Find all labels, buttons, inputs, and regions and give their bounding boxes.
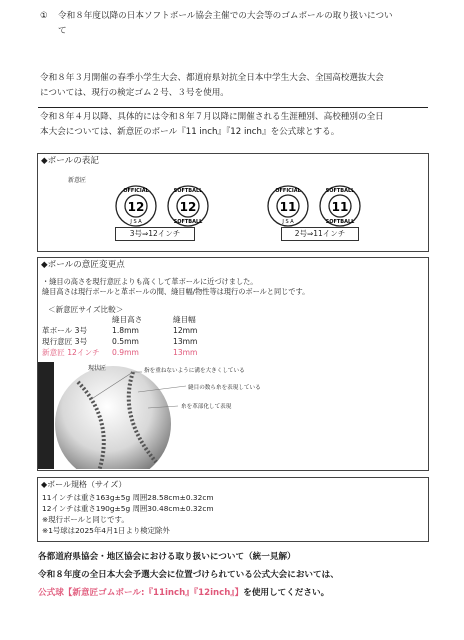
- size-row-height-new: 0.9mm: [112, 348, 139, 357]
- size-row-label-new: 新意匠 12インチ: [42, 348, 100, 357]
- size-row-width-new: 13mm: [173, 348, 198, 357]
- paragraph2-line2: 本大会については、新意匠のボール『11 inch』『12 inch』を公式球とする。: [40, 127, 340, 137]
- spec-title: ◆ボール規格（サイズ）: [41, 480, 127, 489]
- stamp-number: 11: [279, 200, 297, 214]
- official-ball-highlight: 公式球【新意匠ゴムボール:『11inch』『12inch』】: [38, 588, 244, 598]
- ball-photo: [38, 362, 278, 469]
- spec-line4: ※1号球は2025年4月1日より検定除外: [42, 526, 170, 535]
- right-caption: 2号⇒11インチ: [281, 227, 359, 241]
- paragraph1-line1: 令和８年３月開催の春季小学生大会、都道府県対抗全日本中学生大会、全国高校選抜大会: [40, 73, 384, 83]
- spec-line3: ※現行ボールと同じです。: [42, 515, 129, 524]
- official-stamp-11-icon: [268, 186, 308, 226]
- stamp-number: 12: [127, 200, 145, 214]
- section-heading-line2: て: [58, 26, 67, 36]
- svg-text:J S A: J S A: [282, 219, 294, 225]
- spec-box: [37, 477, 429, 542]
- softball-stamp-12-icon: [168, 186, 208, 226]
- new-design-label: 新意匠: [68, 177, 87, 184]
- svg-text:SOFTBALL: SOFTBALL: [173, 188, 203, 194]
- ball-notation-title: ◆ボールの表記: [41, 156, 99, 166]
- design-change-title: ◆ボールの意匠変更点: [41, 260, 125, 270]
- design-change-line1: ・縫目の高さを現行意匠よりも高くして革ボールに近づけました。: [42, 277, 258, 286]
- left-caption: 3号⇒12インチ: [115, 227, 195, 241]
- svg-text:OFFICIAL: OFFICIAL: [123, 188, 149, 194]
- footer-line3-tail: を使用してください。: [243, 588, 330, 598]
- paragraph1-line2: については、現行の検定ゴム２号、３号を使用。: [40, 88, 229, 98]
- divider-line: [38, 107, 428, 108]
- spec-line2: 12インチは重さ190g±5g 周囲30.48cm±0.32cm: [42, 504, 214, 513]
- footer-line2: 令和８年度の全日本大会予選大会に位置づけられている公式大会においては、: [38, 570, 339, 580]
- official-stamp-12-icon: [116, 186, 156, 226]
- size-table-title: ＜新意匠サイズ比較＞: [48, 305, 124, 314]
- size-row-label: 現行意匠 3号: [42, 337, 88, 346]
- size-table-col2: 縫目幅: [173, 315, 196, 324]
- size-row-width: 13mm: [173, 337, 198, 346]
- design-change-box: [37, 257, 429, 471]
- stamp-number: 12: [179, 200, 197, 214]
- svg-text:SOFTBALL: SOFTBALL: [325, 188, 355, 194]
- section-heading-line1: 令和８年度以降の日本ソフトボール協会主催での大会等のゴムボールの取り扱いについ: [58, 11, 393, 21]
- size-row-width: 12mm: [173, 326, 198, 335]
- ball-notation-box: [37, 153, 429, 252]
- photo-label: 現状匠: [88, 365, 107, 372]
- svg-text:OFFICIAL: OFFICIAL: [275, 188, 301, 194]
- stamp-number: 11: [331, 200, 349, 214]
- svg-text:SOFTBALL: SOFTBALL: [173, 219, 203, 225]
- softball-stamp-11-icon: [320, 186, 360, 226]
- design-change-line2: 縫目高さは現行ボールと革ボールの間、縫目幅/物性等は現行のボールと同じです。: [42, 287, 310, 296]
- svg-text:SOFTBALL: SOFTBALL: [325, 219, 355, 225]
- footer-line3: [38, 587, 329, 600]
- callout-1: 指を重ねないように溝を大きくしている: [144, 368, 245, 374]
- callout-3: 糸を革部化して表現: [181, 404, 232, 410]
- paragraph2-line1: 令和８年４月以降、具体的には令和８年７月以降に開催される生涯種別、高校種別の全日: [40, 112, 384, 122]
- callout-2: 縫目の数ら糸を表現している: [188, 385, 261, 391]
- size-row-height: 1.8mm: [112, 326, 139, 335]
- section-number: ①: [40, 11, 48, 21]
- size-table-col1: 縫目高さ: [112, 315, 143, 324]
- footer-line1: 各都道府県協会・地区協会における取り扱いについて（統一見解）: [38, 552, 296, 562]
- size-row-height: 0.5mm: [112, 337, 139, 346]
- svg-text:J S A: J S A: [130, 219, 142, 225]
- size-row-label: 革ボール 3号: [42, 326, 88, 335]
- spec-line1: 11インチは重さ163g±5g 周囲28.58cm±0.32cm: [42, 493, 214, 502]
